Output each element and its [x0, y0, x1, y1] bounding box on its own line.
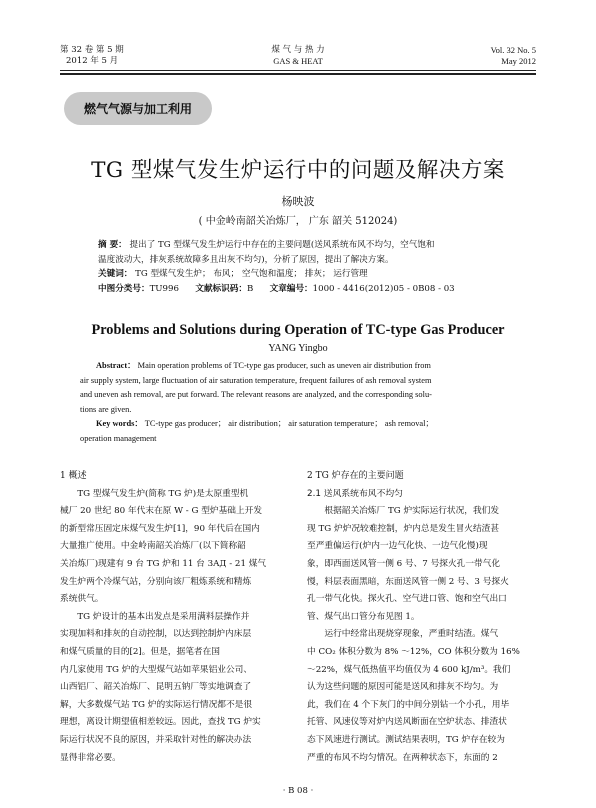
abstract-en-line: and uneven ash removal, are put forward. The relevant reasons are analyzed, and the corresponding solu- — [80, 390, 432, 400]
body-line: 解，大多数煤气站 TG 炉的实际运行情况都不是很 — [60, 699, 253, 710]
body-line: 托管、风速仪等对炉内送风断面在空炉状态、排渣状 — [307, 717, 507, 728]
abstract-en-line: air supply system, large fluctuation of air saturation temperature, frequent failures of ash removal system — [80, 375, 432, 385]
body-line: 大量推广使用。中金岭南韶关冶炼厂(以下简称韶 — [60, 541, 246, 552]
column-badge — [64, 92, 212, 125]
body-line: 态下风速进行测试。测试结果表明，TG 炉存在较为 — [307, 734, 505, 745]
body-line: TG 炉设计的基本出发点是采用满料层操作并 — [77, 611, 250, 622]
body-line: ～22%，煤气低热值平均值仅为 4 600 kJ/m³。我们 — [307, 664, 511, 675]
date-en-text: May 2012 — [501, 56, 536, 66]
body-line: 至严重偏运行(炉内一边气化快、一边气化慢)现 — [307, 541, 488, 552]
author-zh: 杨映波 — [281, 195, 315, 208]
keywords-en-label: Key words： — [96, 419, 143, 429]
issue-date-text: 2012 年 5 月 — [66, 56, 119, 66]
body-line: 孔一带气化快。探火孔、空气进口管、饱和空气出口 — [307, 594, 507, 605]
body-line: 慢，料层表面黑暗，东面送风管一侧 2 号、3 号探火 — [307, 576, 509, 587]
body-line: 际运行状况不良的原因，并采取针对性的解决办法 — [60, 734, 252, 745]
abstract-en-label: Abstract： — [96, 361, 136, 370]
keywords-en: TC-type gas producer； air distribution； air saturation temperature； ash removal； — [144, 419, 434, 429]
body-line: 关冶炼厂)现建有 9 台 TG 炉和 11 台 3AД - 21 煤气 — [60, 558, 267, 569]
body-line: 的新型常压固定床煤气发生炉[1]，90 年代后在国内 — [60, 523, 260, 534]
page-number: · B 08 · — [282, 786, 314, 796]
body-line: 内几家使用 TG 炉的大型煤气站如苹果铝业公司、 — [60, 664, 253, 675]
body-line: 此，我们在 4 个下灰门的中间分别钻一个小孔，用毕 — [307, 699, 510, 710]
journal-name-zh: 煤 气 与 热 力 — [271, 45, 325, 55]
body-line: 和煤气质量的目的[2]。但是，据笔者在国 — [60, 646, 220, 657]
body-line: 严重的布风不均匀情况。在两种状态下，东面的 2 — [307, 752, 498, 763]
clc-label: 中图分类号： — [98, 283, 150, 294]
body-line: 根据韶关冶炼厂 TG 炉实际运行状况，我们发 — [324, 506, 500, 517]
body-right-column — [307, 468, 536, 767]
abstract-en — [80, 359, 517, 447]
body-line: 中 CO₂ 体积分数为 8% ～12%，CO 体积分数为 16% — [307, 646, 520, 657]
header-rule-thin — [60, 70, 536, 71]
body-line: 运行中经常出现烧穿现象，严重时结渣。煤气 — [324, 629, 499, 640]
column-badge-label: 燃气气源与加工利用 — [83, 102, 192, 116]
journal-name — [223, 45, 373, 67]
affiliation-zh: ( 中金岭南韶关冶炼厂， 广东 韶关 512024) — [198, 216, 398, 227]
body-line: 显得非常必要。 — [60, 752, 121, 763]
body-line: 象，即西面送风管一侧 6 号、7 号探火孔一带气化 — [307, 558, 501, 569]
body-left-column — [60, 468, 289, 767]
article-no-value: 1000 - 4416(2012)05 - 0B08 - 03 — [312, 283, 455, 294]
header-rule-thick — [60, 73, 536, 75]
journal-volume-en — [416, 45, 536, 67]
abstract-en-line: tions are given. — [80, 404, 132, 414]
body-line: 现 TG 炉炉况较难控制，炉内总是发生冒火结渣甚 — [307, 523, 500, 534]
doc-code-value: B — [246, 283, 254, 294]
abstract-en-line: Main operation problems of TC-type gas producer, such as uneven air distribution from — [137, 361, 431, 370]
article-title-en: Problems and Solutions during Operation of TC-type Gas Producer — [91, 322, 505, 338]
body-line: 管、煤气出口管分布见图 1。 — [307, 611, 420, 622]
clc-value: TU996 — [149, 283, 179, 294]
doc-code-label: 文献标识码： — [195, 283, 247, 294]
body-line: TG 型煤气发生炉(简称 TG 炉)是太原重型机 — [77, 488, 249, 499]
journal-volume-issue — [60, 45, 180, 67]
keywords-zh: TG 型煤气发生炉； 布风； 空气饱和温度； 排灰； 运行管理 — [135, 269, 368, 279]
abstract-zh — [98, 238, 498, 296]
body-line: 认为这些问题的原因可能是送风和排灰不均匀。为 — [307, 682, 499, 693]
keywords-zh-label: 关键词： — [98, 269, 133, 279]
section-heading-problems: 2 TG 炉存在的主要问题 — [307, 471, 404, 481]
journal-name-en: GAS & HEAT — [273, 56, 323, 66]
body-line: 发生炉两个冷煤气站，分别向该厂粗炼系统和精炼 — [60, 576, 252, 587]
section-heading-overview: 1 概述 — [60, 471, 87, 481]
article-title-zh: TG 型煤气发生炉运行中的问题及解决方案 — [91, 158, 505, 183]
body-line: 械厂 20 世纪 80 年代末在原 W - G 型炉基础上开发 — [60, 506, 263, 517]
body-line: 实现加料和排灰的自动控制，以达到控制炉内床层 — [60, 629, 252, 640]
subsection-heading-air-distribution: 2.1 送风系统布风不均匀 — [307, 488, 403, 499]
body-line: 系统供气。 — [60, 594, 104, 605]
volume-issue-text: 第 32 卷 第 5 期 — [60, 45, 124, 55]
body-line: 山西铝厂、韶关冶炼厂、昆明五钠厂等实地调查了 — [60, 682, 252, 693]
abstract-zh-line: 温度波动大，排灰系统故障多且出灰不均匀)，分析了原因，提出了解决方案。 — [98, 254, 394, 265]
author-en: YANG Yingbo — [268, 343, 328, 354]
abstract-zh-label: 摘 要： — [98, 240, 127, 250]
volume-en-text: Vol. 32 No. 5 — [490, 45, 536, 55]
keywords-en-line: operation management — [80, 433, 157, 443]
article-no-label: 文章编号： — [269, 283, 313, 294]
body-line: 理想，离设计期望值相差较远。因此，查找 TG 炉实 — [60, 717, 261, 728]
abstract-zh-line: 提出了 TG 型煤气发生炉运行中存在的主要问题(送风系统布风不均匀，空气饱和 — [129, 240, 435, 250]
